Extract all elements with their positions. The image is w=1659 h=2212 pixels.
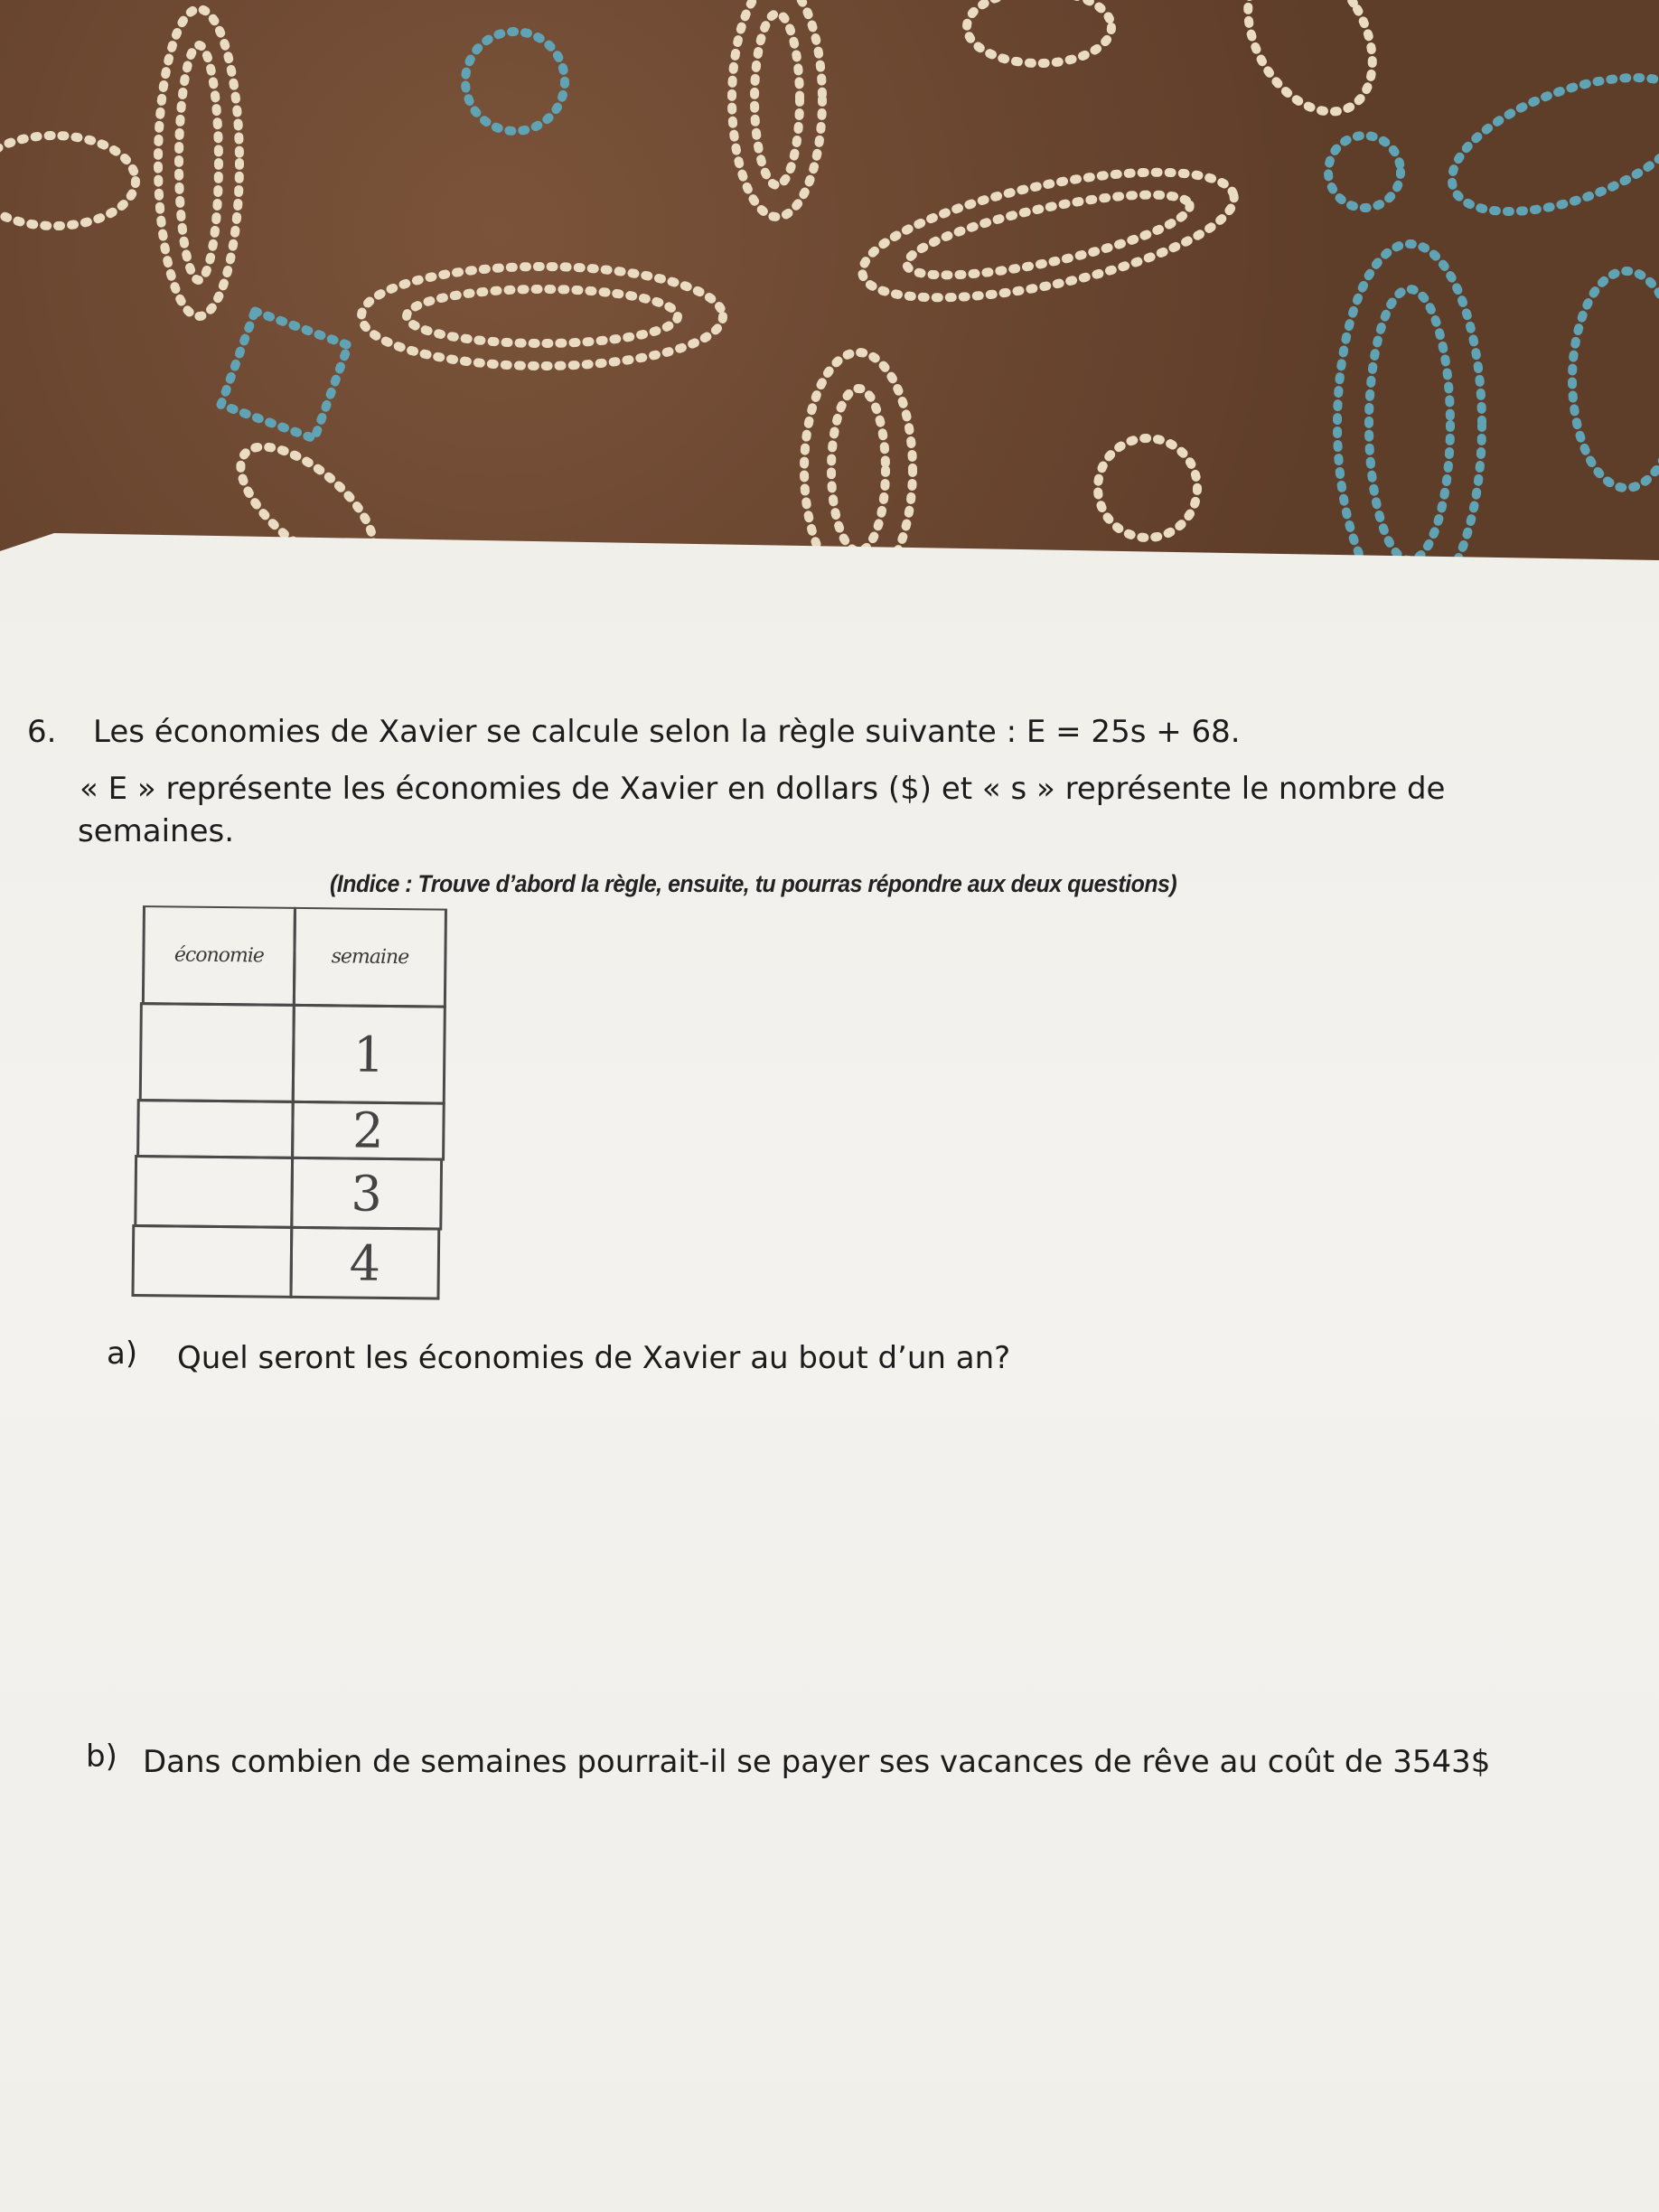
- table-cell-economie: [139, 1002, 295, 1103]
- table-cell-economie: [136, 1099, 295, 1159]
- floral-pattern: [0, 0, 1659, 578]
- table-header-semaine: semaine: [293, 907, 447, 1008]
- question-rule-line: Les économies de Xavier se calcule selon la règle suivante : E = 25s + 68.: [93, 714, 1241, 750]
- part-a-question: Quel seront les économies de Xavier au bout d’un an?: [177, 1340, 1011, 1376]
- table-cell-semaine: 4: [289, 1226, 440, 1300]
- table-cell-economie: [134, 1155, 294, 1229]
- question-definition-line: « E » représente les économies de Xavier en dollars ($) et « s » représente le nombre de: [80, 771, 1446, 807]
- table-cell-economie: [131, 1224, 293, 1298]
- question-number: 6.: [27, 714, 57, 750]
- question-definition-line-end: semaines.: [78, 813, 235, 849]
- table-cell-semaine: 3: [290, 1157, 443, 1231]
- table-cell-semaine: 1: [292, 1004, 446, 1105]
- table-cell-semaine: 2: [291, 1101, 445, 1161]
- part-b-label: b): [86, 1739, 117, 1775]
- part-b-question: Dans combien de semaines pourrait-il se payer ses vacances de rêve au coût de 3543$: [143, 1744, 1491, 1780]
- part-a-label: a): [107, 1336, 138, 1372]
- table-header-economie: économie: [142, 905, 296, 1007]
- hint-text: (Indice : Trouve d’abord la règle, ensuite, tu pourras répondre aux deux questions): [330, 870, 1177, 897]
- tablecloth-background: [0, 0, 1659, 578]
